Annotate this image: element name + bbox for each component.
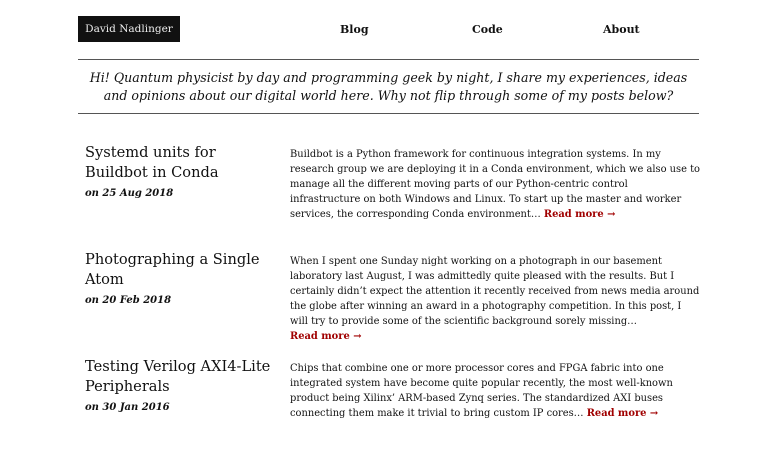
post-date: on 25 Aug 2018 xyxy=(85,188,174,199)
read-more-link[interactable]: Read more → xyxy=(543,209,616,220)
post-excerpt-text: Buildbot is a Python framework for continuous integration systems. In my research group we are deploying it in a Conda environment, which we also use to manage all the different moving parts of our Python-centric control infrastructure on both Windows and Linux. To start up the master and worker services, the corresponding Conda environment… xyxy=(290,149,700,220)
post-title[interactable]: Testing Verilog AXI4-Lite Peripherals xyxy=(85,358,271,395)
post-item xyxy=(0,143,777,243)
post-date: on 30 Jan 2016 xyxy=(85,402,170,413)
read-more-link[interactable]: Read more → xyxy=(290,331,362,342)
divider-top xyxy=(78,59,699,60)
post-excerpt xyxy=(290,147,700,222)
nav-code[interactable]: Code xyxy=(472,23,503,36)
site-header xyxy=(0,0,777,58)
post-excerpt xyxy=(290,254,700,344)
post-excerpt-text: When I spent one Sunday night working on a photograph in our basement laboratory last August, I was admittedly quite pleased with the results. But I certainly didn’t expect the attention it recently received from news media around the globe after winning an award in a photography competition. In this post, I will try to provide some of the scientific background sorely missing… xyxy=(290,256,700,327)
post-date: on 20 Feb 2018 xyxy=(85,295,172,306)
post-item xyxy=(0,357,777,457)
post-title[interactable]: Photographing a Single Atom xyxy=(85,251,260,288)
post-excerpt-text: Chips that combine one or more processor cores and FPGA fabric into one integrated system have become quite popular recently, the most well-known product being Xilinx’ ARM-based Zynq series. The standardized AXI buses connecting them make it trivial to bring custom IP cores… xyxy=(290,363,673,419)
site-logo[interactable]: David Nadlinger xyxy=(78,16,180,42)
nav-about[interactable]: About xyxy=(603,23,640,36)
post-title[interactable]: Systemd units for Buildbot in Conda xyxy=(85,144,219,181)
post-item xyxy=(0,250,777,350)
intro-text: Hi! Quantum physicist by day and programming geek by night, I share my experiences, ideas and opinions about our digital world here. Why not flip through some of my posts below? xyxy=(89,70,688,103)
divider-bottom xyxy=(78,113,699,114)
nav-blog[interactable]: Blog xyxy=(340,23,369,36)
read-more-link[interactable]: Read more → xyxy=(586,408,659,419)
post-excerpt xyxy=(290,361,700,421)
